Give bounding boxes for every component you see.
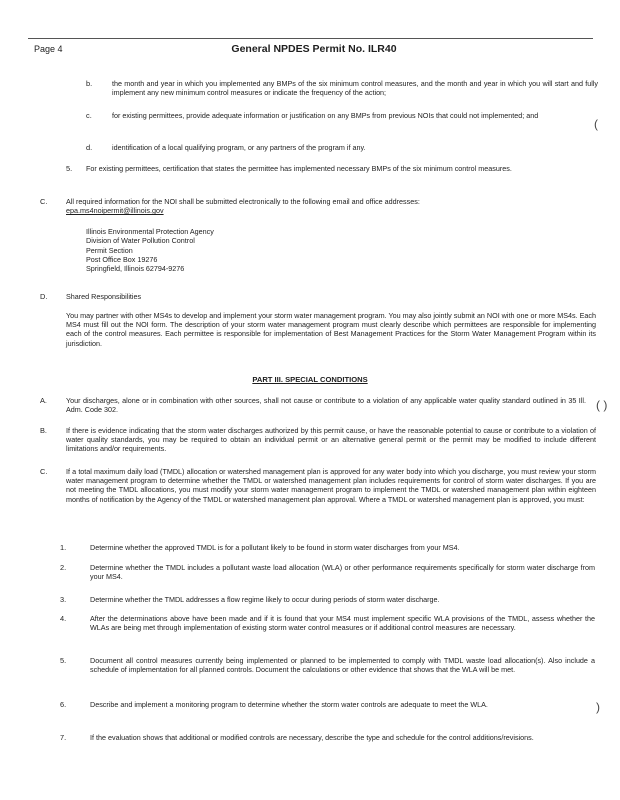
step-7-text: If the evaluation shows that additional or modified controls are necessary, describe the type and schedule for the control additions/revisions. [90,733,534,742]
item-d-label: d. [86,143,93,152]
step-6-text: Describe and implement a monitoring program to determine whether the storm water controls are adequate to meet the WLA. [90,700,488,709]
cond-b-label: B. [40,426,47,435]
item-c-label: c. [86,111,92,120]
address-block [86,227,214,273]
item-b-text: the month and year in which you implemented any BMPs of the six minimum control measures, and the month and year in which you will start and fully implement any new minimum control measures or indicate the frequency of the action; [112,79,598,98]
item-5-text: For existing permittees, certification that states the permittee has implemented necessary BMPs of the six minimum control measures. [86,164,512,173]
part-iii-heading: PART III. SPECIAL CONDITIONS [252,375,368,384]
section-d-label: D. [40,292,48,301]
cond-c-label: C. [40,467,48,476]
page-header [34,44,594,58]
address-line: Illinois Environmental Protection Agency [86,227,214,236]
step-4-label: 4. [60,614,67,623]
top-rule [28,38,593,39]
step-4-text: After the determinations above have been made and if it is found that your MS4 must implement specific WLA provisions of the TMDL, assess whether the WLAs are being met through implementation of existing storm water control measures or if additional control measures are necessary. [90,614,595,633]
address-line: Permit Section [86,245,133,255]
cond-b-text: If there is evidence indicating that the storm water discharges authorized by this permit cause, or have the reasonable potential to cause or contribute to a violation of water quality standards, you may be required to obtain an individual permit or an alternative general permit or the permit may be modified to include different limitations and/or requirements. [66,426,596,454]
permit-title: General NPDES Permit No. ILR40 [231,43,397,55]
step-2-label: 2. [60,563,67,572]
step-6-label: 6. [60,700,67,709]
section-d-heading: Shared Responsibilities [66,292,142,301]
item-b-label: b. [86,79,93,88]
step-1-text: Determine whether the approved TMDL is for a pollutant likely to be found in storm water discharges from your MS4. [90,543,460,552]
email-link[interactable]: epa.ms4noipermit@illinois.gov [66,206,164,216]
address-line: Division of Water Pollution Control [86,236,195,246]
cond-c-text: If a total maximum daily load (TMDL) allocation or watershed management plan is approved for any water body into which you discharge, you must review your storm water management program to determine whether the TMDL or watershed management plan includes requirements for control of storm water discharges. If you are not meeting the TMDL allocations, you must modify your storm water management program to implement the TMDL or watershed management plan within eighteen months of notification by the Agency of the TMDL or watershed management plan approval. Where a TMDL or watershed management plan is approved, you must: [66,467,596,504]
step-3-text: Determine whether the TMDL addresses a flow regime likely to occur during periods of storm water discharge. [90,595,440,604]
address-line: Springfield, Illinois 62794-9276 [86,264,185,274]
step-3-label: 3. [60,595,67,604]
scan-mark: ( ) [596,398,608,412]
address-line: Post Office Box 19276 [86,254,158,264]
section-c-text [66,197,596,215]
step-5-text: Document all control measures currently being implemented or planned to be implemented to comply with TMDL waste load allocation(s). Also include a schedule of implementation for all planned controls. Document the calculations or other evidence that shows that the WLA will be met. [90,656,595,675]
step-5-label: 5. [60,656,67,665]
cond-a-label: A. [40,396,47,405]
page-number: Page 4 [34,44,63,54]
item-c-text: for existing permittees, provide adequate information or justification on any BMPs from previous NOIs that could not implemented; and [112,111,539,120]
scan-mark: ( [594,117,598,131]
section-d-text: You may partner with other MS4s to develop and implement your storm water management program. You may also jointly submit an NOI with one or more MS4s. Each MS4 must fill out the NOI form. The description of your storm water management program must clearly describe which permittees are responsible for implementing each of the control measures. Each permittee is responsible for implementation of Best Management Practices for the Storm Water Management Program within its jurisdiction. [66,311,596,348]
scan-mark: ) [596,700,600,714]
step-1-label: 1. [60,543,67,552]
step-7-label: 7. [60,733,67,742]
step-2-text: Determine whether the TMDL includes a pollutant waste load allocation (WLA) or other performance requirements specifically for storm water discharge from your MS4. [90,563,595,582]
item-d-text: identification of a local qualifying program, or any partners of the program if any. [112,143,366,152]
cond-a-text: Your discharges, alone or in combination with other sources, shall not cause or contribute to a violation of any applicable water quality standard outlined in 35 Ill. Adm. Code 302. [66,396,586,415]
item-5-label: 5. [66,164,73,173]
section-c-sentence: All required information for the NOI shall be submitted electronically to the following email and office addresses: [66,197,420,206]
section-c-label: C. [40,197,48,206]
